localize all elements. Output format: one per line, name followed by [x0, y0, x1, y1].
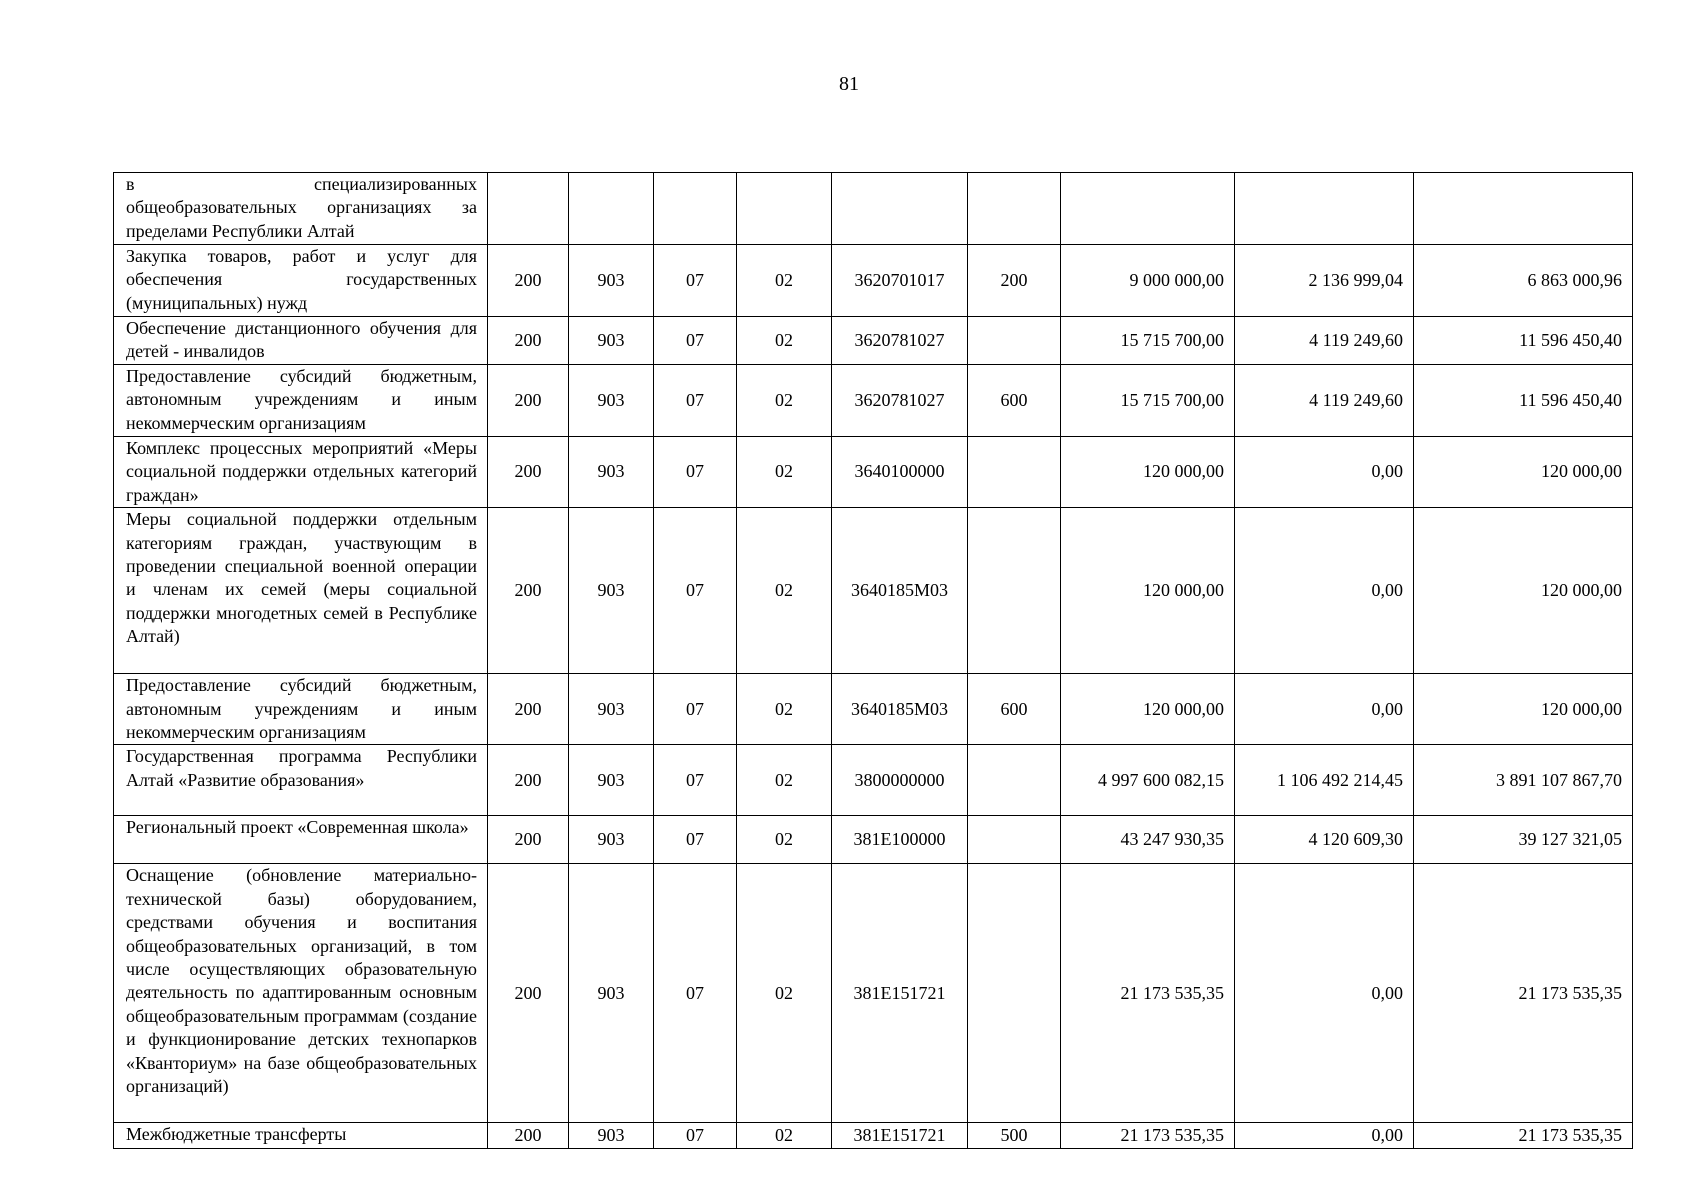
table-row: [114, 365, 1633, 437]
expense-type-cell: [968, 317, 1061, 365]
code-cell: 07: [654, 437, 737, 508]
target-article-cell: 3640185М03: [832, 674, 968, 745]
amount-cell: 4 120 609,30: [1235, 816, 1414, 864]
amount-cell: 39 127 321,05: [1414, 816, 1633, 864]
expense-type-cell: [968, 864, 1061, 1123]
code-cell: 903: [569, 864, 654, 1123]
code-cell: 07: [654, 816, 737, 864]
row-description: Оснащение (обновление материально-технической базы) оборудованием, средствами обучения и воспитания общеобразовательных организаций, в том числе осуществляющих образовательную деятельность по адаптированным основным общеобразовательным программам (создание и функционирование детских технопарков «Кванториум» на базе общеобразовательных организаций): [114, 864, 488, 1123]
amount-cell: 0,00: [1235, 864, 1414, 1123]
target-article-cell: 3640185М03: [832, 508, 968, 674]
expense-type-cell: [968, 745, 1061, 816]
code-cell: 02: [737, 745, 832, 816]
amount-cell: [1061, 173, 1235, 245]
row-description: Предоставление субсидий бюджетным, автономным учреждениям и иным некоммерческим организациям: [114, 365, 488, 437]
code-cell: 02: [737, 317, 832, 365]
code-cell: 200: [488, 816, 569, 864]
amount-cell: 120 000,00: [1414, 508, 1633, 674]
code-cell: 903: [569, 317, 654, 365]
table-row: [114, 317, 1633, 365]
code-cell: 903: [569, 437, 654, 508]
code-cell: 903: [569, 245, 654, 317]
amount-cell: 6 863 000,96: [1414, 245, 1633, 317]
amount-cell: [1414, 173, 1633, 245]
code-cell: 200: [488, 1123, 569, 1149]
amount-cell: 1 106 492 214,45: [1235, 745, 1414, 816]
amount-cell: 43 247 930,35: [1061, 816, 1235, 864]
expense-type-cell: 500: [968, 1123, 1061, 1149]
amount-cell: 120 000,00: [1061, 437, 1235, 508]
amount-cell: 21 173 535,35: [1061, 864, 1235, 1123]
code-cell: 07: [654, 508, 737, 674]
row-description: Региональный проект «Современная школа»: [114, 816, 488, 864]
amount-cell: 0,00: [1235, 674, 1414, 745]
code-cell: 02: [737, 508, 832, 674]
code-cell: 200: [488, 745, 569, 816]
code-cell: 200: [488, 245, 569, 317]
code-cell: 02: [737, 1123, 832, 1149]
code-cell: 07: [654, 317, 737, 365]
table-row: [114, 674, 1633, 745]
amount-cell: 15 715 700,00: [1061, 317, 1235, 365]
code-cell: 200: [488, 864, 569, 1123]
amount-cell: 11 596 450,40: [1414, 317, 1633, 365]
row-description: Меры социальной поддержки отдельным категориям граждан, участвующим в проведении специальной военной операции и членам их семей (меры социальной поддержки многодетных семей в Республике Алтай): [114, 508, 488, 674]
page-number: 81: [839, 73, 859, 95]
expense-type-cell: [968, 508, 1061, 674]
expense-type-cell: [968, 173, 1061, 245]
code-cell: 903: [569, 508, 654, 674]
target-article-cell: 3640100000: [832, 437, 968, 508]
target-article-cell: 381Е151721: [832, 864, 968, 1123]
amount-cell: 9 000 000,00: [1061, 245, 1235, 317]
amount-cell: 0,00: [1235, 437, 1414, 508]
code-cell: 903: [569, 745, 654, 816]
target-article-cell: 3620781027: [832, 365, 968, 437]
table-row: [114, 1123, 1633, 1149]
amount-cell: 11 596 450,40: [1414, 365, 1633, 437]
code-cell: 07: [654, 245, 737, 317]
table-row: [114, 745, 1633, 816]
code-cell: [737, 173, 832, 245]
row-description: в специализированных общеобразовательных организациях за пределами Республики Алтай: [114, 173, 488, 245]
amount-cell: 2 136 999,04: [1235, 245, 1414, 317]
expense-type-cell: 600: [968, 674, 1061, 745]
code-cell: [569, 173, 654, 245]
amount-cell: 21 173 535,35: [1061, 1123, 1235, 1149]
amount-cell: 3 891 107 867,70: [1414, 745, 1633, 816]
amount-cell: 4 997 600 082,15: [1061, 745, 1235, 816]
row-description: Обеспечение дистанционного обучения для детей - инвалидов: [114, 317, 488, 365]
table-row: [114, 816, 1633, 864]
code-cell: 903: [569, 674, 654, 745]
code-cell: 02: [737, 674, 832, 745]
code-cell: 07: [654, 674, 737, 745]
code-cell: 200: [488, 674, 569, 745]
expense-type-cell: 200: [968, 245, 1061, 317]
amount-cell: 4 119 249,60: [1235, 365, 1414, 437]
code-cell: 200: [488, 365, 569, 437]
table-row: [114, 508, 1633, 674]
target-article-cell: 3800000000: [832, 745, 968, 816]
table-row: [114, 173, 1633, 245]
code-cell: 903: [569, 365, 654, 437]
amount-cell: 15 715 700,00: [1061, 365, 1235, 437]
amount-cell: 21 173 535,35: [1414, 864, 1633, 1123]
code-cell: 02: [737, 864, 832, 1123]
code-cell: 07: [654, 864, 737, 1123]
row-description: Межбюджетные трансферты: [114, 1123, 488, 1149]
amount-cell: 120 000,00: [1061, 674, 1235, 745]
row-description: Закупка товаров, работ и услуг для обеспечения государственных (муниципальных) нужд: [114, 245, 488, 317]
amount-cell: [1235, 173, 1414, 245]
code-cell: 200: [488, 508, 569, 674]
amount-cell: 120 000,00: [1414, 674, 1633, 745]
target-article-cell: 381Е151721: [832, 1123, 968, 1149]
amount-cell: 21 173 535,35: [1414, 1123, 1633, 1149]
row-description: Комплекс процессных мероприятий «Меры социальной поддержки отдельных категорий граждан»: [114, 437, 488, 508]
code-cell: 903: [569, 1123, 654, 1149]
code-cell: 07: [654, 745, 737, 816]
row-description: Государственная программа Республики Алтай «Развитие образования»: [114, 745, 488, 816]
code-cell: 02: [737, 437, 832, 508]
target-article-cell: 381Е100000: [832, 816, 968, 864]
amount-cell: 120 000,00: [1414, 437, 1633, 508]
code-cell: 200: [488, 437, 569, 508]
code-cell: 02: [737, 816, 832, 864]
amount-cell: 120 000,00: [1061, 508, 1235, 674]
code-cell: 02: [737, 245, 832, 317]
target-article-cell: 3620701017: [832, 245, 968, 317]
table-row: [114, 245, 1633, 317]
code-cell: 07: [654, 365, 737, 437]
code-cell: [488, 173, 569, 245]
code-cell: [654, 173, 737, 245]
table-row: [114, 437, 1633, 508]
code-cell: 07: [654, 1123, 737, 1149]
target-article-cell: 3620781027: [832, 317, 968, 365]
table-row: [114, 864, 1633, 1123]
amount-cell: 0,00: [1235, 508, 1414, 674]
expense-type-cell: [968, 816, 1061, 864]
amount-cell: 0,00: [1235, 1123, 1414, 1149]
code-cell: 200: [488, 317, 569, 365]
code-cell: 903: [569, 816, 654, 864]
code-cell: 02: [737, 365, 832, 437]
budget-table: [113, 172, 1633, 1149]
row-description: Предоставление субсидий бюджетным, автономным учреждениям и иным некоммерческим организациям: [114, 674, 488, 745]
expense-type-cell: 600: [968, 365, 1061, 437]
amount-cell: 4 119 249,60: [1235, 317, 1414, 365]
target-article-cell: [832, 173, 968, 245]
expense-type-cell: [968, 437, 1061, 508]
